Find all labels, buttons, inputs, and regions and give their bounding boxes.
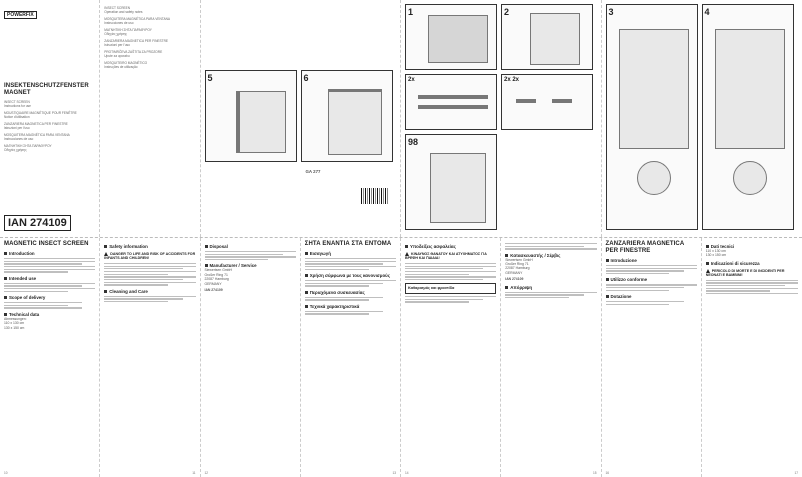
notice-box (405, 283, 496, 294)
figure-2 (501, 4, 593, 70)
language-title: ΜΑΓΝΗΤΙΚΗ ΣΗΤΑ ΠΑΡΑΘΥΡΟΥ (4, 144, 52, 148)
language-entry (104, 17, 195, 25)
language-entry (4, 111, 95, 119)
text-block (505, 243, 596, 250)
page-number: 10 (4, 471, 8, 475)
page-number: 17 (794, 471, 798, 475)
dimension-value: 130 x 150 cm (705, 253, 727, 258)
brand-logo: POWERFIX (4, 11, 37, 19)
section-heading: Τεχνικά χαρακτηριστικά (305, 304, 396, 309)
warning-text (104, 252, 195, 261)
clip-illustration (552, 99, 572, 103)
address-line: 22087 Hamburg (204, 277, 229, 282)
figure-panel-5-6 (201, 0, 402, 237)
warning-label: PERICOLO DI MORTE E DI INCIDENTI PER NEONATI E BAMBINI! (705, 268, 785, 278)
address-line: GERMANY (204, 281, 222, 286)
language-title: INSECT SCREEN (104, 6, 131, 10)
text-block (505, 292, 596, 299)
figure-count-label: 2x 2x (504, 77, 520, 83)
text-block (305, 297, 396, 301)
figure-number: 6 (303, 73, 309, 83)
language-subtitle: Notice d'utilisation (4, 115, 30, 119)
section-heading: Dotazione (606, 294, 697, 299)
detail-circle-illustration (637, 161, 671, 195)
text-block (305, 311, 396, 315)
barcode-graphic (361, 188, 389, 204)
language-title: MOSQUITERA MAGNÉTICA PARA VENTANA (104, 17, 171, 21)
cover-language-list (4, 100, 95, 152)
page-number: 16 (605, 471, 610, 475)
window-frame-illustration (619, 29, 689, 149)
address-line: 22087 Hamburg (505, 266, 530, 271)
text-block (405, 263, 496, 280)
warning-text (706, 269, 798, 278)
page-title: ZANZARIERA MAGNETICA PER FINESTRE (605, 241, 685, 254)
text-block (606, 284, 697, 291)
language-title: PROTIMRČEVA ZAŠTITA ZA PROZORE (104, 50, 163, 54)
language-subtitle: Upute za uporabu (104, 54, 130, 58)
language-entry (104, 61, 195, 69)
language-entry (4, 122, 95, 130)
language-title: MOSQUITERA MAGNÉTICA PARA VENTANA (4, 133, 70, 137)
figure-3 (606, 4, 698, 230)
magnet-strip-illustration (236, 91, 240, 153)
cover-panel (0, 0, 100, 237)
figure-components-2 (501, 74, 593, 130)
text-block (205, 251, 296, 260)
language-subtitle: Οδηγίες χρήσης (4, 148, 27, 152)
figure-4 (702, 4, 794, 230)
figure-components (405, 74, 497, 130)
address-line: GERMANY (505, 270, 523, 275)
page-title: ΣΗΤΑ ΕΝΑΝΤΙΑ ΣΤΑ ΕΝΤΟΜΑ (304, 241, 392, 247)
address-line: Großer Ring 71 (505, 262, 529, 267)
figure-3-left (405, 134, 497, 230)
section-heading: Περιεχόμενα συσκευασίας (305, 290, 396, 295)
text-block (606, 301, 697, 305)
detail-circle-illustration (733, 161, 767, 195)
language-list (104, 6, 195, 69)
text-block (4, 283, 95, 292)
section-heading: Απόρριψη (505, 285, 596, 290)
language-subtitle: Instruções de utilização (104, 65, 138, 69)
notice-box-label: Καθαρισμός και φροντίδα (408, 286, 455, 291)
language-entry (4, 100, 95, 108)
figure-1 (405, 4, 497, 70)
window-frame-illustration (328, 89, 382, 155)
cover-ian: IAN 274109 (4, 215, 71, 231)
page-number: 13 (392, 471, 396, 475)
bottom-spread (0, 238, 802, 477)
language-entry (4, 133, 95, 141)
address-line: Siewertsen GmbH (204, 268, 233, 273)
section-heading: Cleaning and Care (104, 289, 195, 294)
dimension-value: 110 x 130 cm (4, 321, 25, 326)
language-title: ΜΑΓΝΗΤΙΚΗ ΣΗΤΑ ΠΑΡΑΘΥΡΟΥ (104, 28, 152, 32)
section-heading: Safety information (104, 244, 195, 249)
language-entry (104, 28, 195, 36)
text-block (706, 280, 798, 295)
window-frame-illustration (236, 91, 286, 153)
page-it-2 (702, 238, 802, 477)
text-block (4, 258, 95, 273)
page-en-2 (100, 238, 200, 477)
section-heading: Introduzione (606, 258, 697, 263)
page-number: 15 (592, 471, 597, 475)
language-title: ZANZARIERA MAGNETICA PER FINESTRE (104, 39, 169, 43)
language-list-panel (100, 0, 200, 237)
section-heading: Intended use (4, 276, 95, 281)
ian-number: IAN 274109 (204, 287, 223, 292)
page-title: MAGNETIC INSECT SCREEN (4, 241, 89, 247)
figure-number: 1 (408, 7, 414, 17)
figure-dimension-label: 98 (408, 137, 419, 147)
figure-panel-3-4 (602, 0, 802, 237)
page-en-3 (201, 238, 301, 477)
language-title: INSECT SCREEN (4, 100, 30, 104)
language-subtitle: Operation and safety notes (104, 10, 143, 14)
warning-text (405, 252, 496, 261)
figure-count-label: 2x (408, 77, 415, 83)
language-subtitle: Instrucciones de uso (4, 137, 34, 141)
language-title: MOSQUITEIRO MAGNÉTICO (104, 61, 148, 65)
warning-label: DANGER TO LIFE AND RISK OF ACCIDENTS FOR INFANTS AND CHILDREN! (104, 252, 196, 261)
figure-5 (205, 70, 297, 162)
dimensions-label: Abmessungen: (4, 316, 27, 321)
text-block (104, 296, 195, 303)
device-label: GA 277 (305, 169, 321, 174)
clip-illustration (516, 99, 536, 103)
language-title: ZANZARIERA MAGNETICA PER FINESTRE (4, 122, 68, 126)
warning-label: ΚΙΝΔΥΝΟΣ ΘΑΝΑΤΟΥ ΚΑΙ ΑΤΥΧΗΜΑΤΟΣ ΓΙΑ ΒΡΕΦΗ ΚΑΙ ΠΑΙΔΙΑ! (405, 252, 487, 261)
window-frame-illustration (430, 153, 486, 223)
language-subtitle: Instructions for use (4, 104, 31, 108)
section-heading: Technical data (4, 312, 95, 317)
page-gr-3 (501, 238, 601, 477)
text-block (606, 265, 697, 274)
figure-number: 3 (608, 7, 614, 17)
text-block (4, 302, 95, 309)
section-heading: Utilizzo conforme (606, 277, 697, 282)
section-heading: Disposal (205, 244, 296, 249)
section-heading: Indicazioni di sicurezza (706, 261, 798, 266)
address-line: Siewertsen GmbH (505, 257, 533, 262)
dimension-value: 110 x 130 cm (705, 249, 726, 253)
figure-6 (301, 70, 393, 162)
cover-title: INSEKTENSCHUTZFENSTER MAGNET (4, 83, 89, 96)
magnet-strip-illustration (328, 89, 382, 92)
section-heading: Εισαγωγή (305, 251, 396, 256)
page-number: 14 (405, 471, 409, 475)
section-heading: Scope of delivery (4, 295, 95, 300)
window-frame-illustration (715, 29, 785, 149)
language-subtitle: Οδηγίες χρήσης (104, 32, 127, 36)
language-subtitle: Instrucciones de uso (104, 21, 134, 25)
text-block (305, 258, 396, 270)
page-it-1 (602, 238, 702, 477)
ian-number: IAN 274109 (505, 277, 524, 282)
section-heading: Υποδείξεις ασφαλείας (405, 244, 496, 249)
text-block (305, 280, 396, 287)
figure-number: 2 (504, 7, 510, 17)
language-entry (104, 50, 195, 58)
page-en-1 (0, 238, 100, 477)
language-subtitle: Istruzioni per l'uso (104, 43, 130, 47)
figure-number: 5 (207, 73, 213, 83)
section-heading: Introduction (4, 251, 95, 256)
window-frame-illustration (530, 13, 580, 65)
screen-illustration (428, 15, 488, 63)
language-subtitle: Istruzioni per l'uso (4, 126, 30, 130)
dimension-value: 130 x 150 cm (4, 325, 25, 330)
magnet-strip-illustration (418, 95, 488, 99)
magnet-strip-illustration (418, 105, 488, 109)
section-heading: Manufacturer / Service (205, 263, 296, 268)
section-heading: Dati tecnici (706, 244, 798, 249)
language-entry (104, 39, 195, 47)
section-heading: Κατασκευαστής / Σέρβις (505, 253, 596, 258)
figure-panel-1-2 (401, 0, 602, 237)
top-spread (0, 0, 802, 238)
page-gr-1 (301, 238, 401, 477)
figure-number: 4 (704, 7, 710, 17)
page-number: 11 (192, 471, 196, 475)
address-line: Großer Ring 71 (204, 272, 228, 277)
page-number: 12 (204, 471, 209, 475)
language-entry (104, 6, 195, 14)
text-block (104, 263, 195, 286)
language-entry (4, 144, 95, 152)
page-gr-2 (401, 238, 501, 477)
text-block (405, 296, 496, 303)
section-heading: Χρήση σύμφωνα με τους κανονισμούς (305, 273, 396, 278)
language-title: MOUSTIQUAIRE MAGNÉTIQUE POUR FENÊTRE (4, 111, 77, 115)
